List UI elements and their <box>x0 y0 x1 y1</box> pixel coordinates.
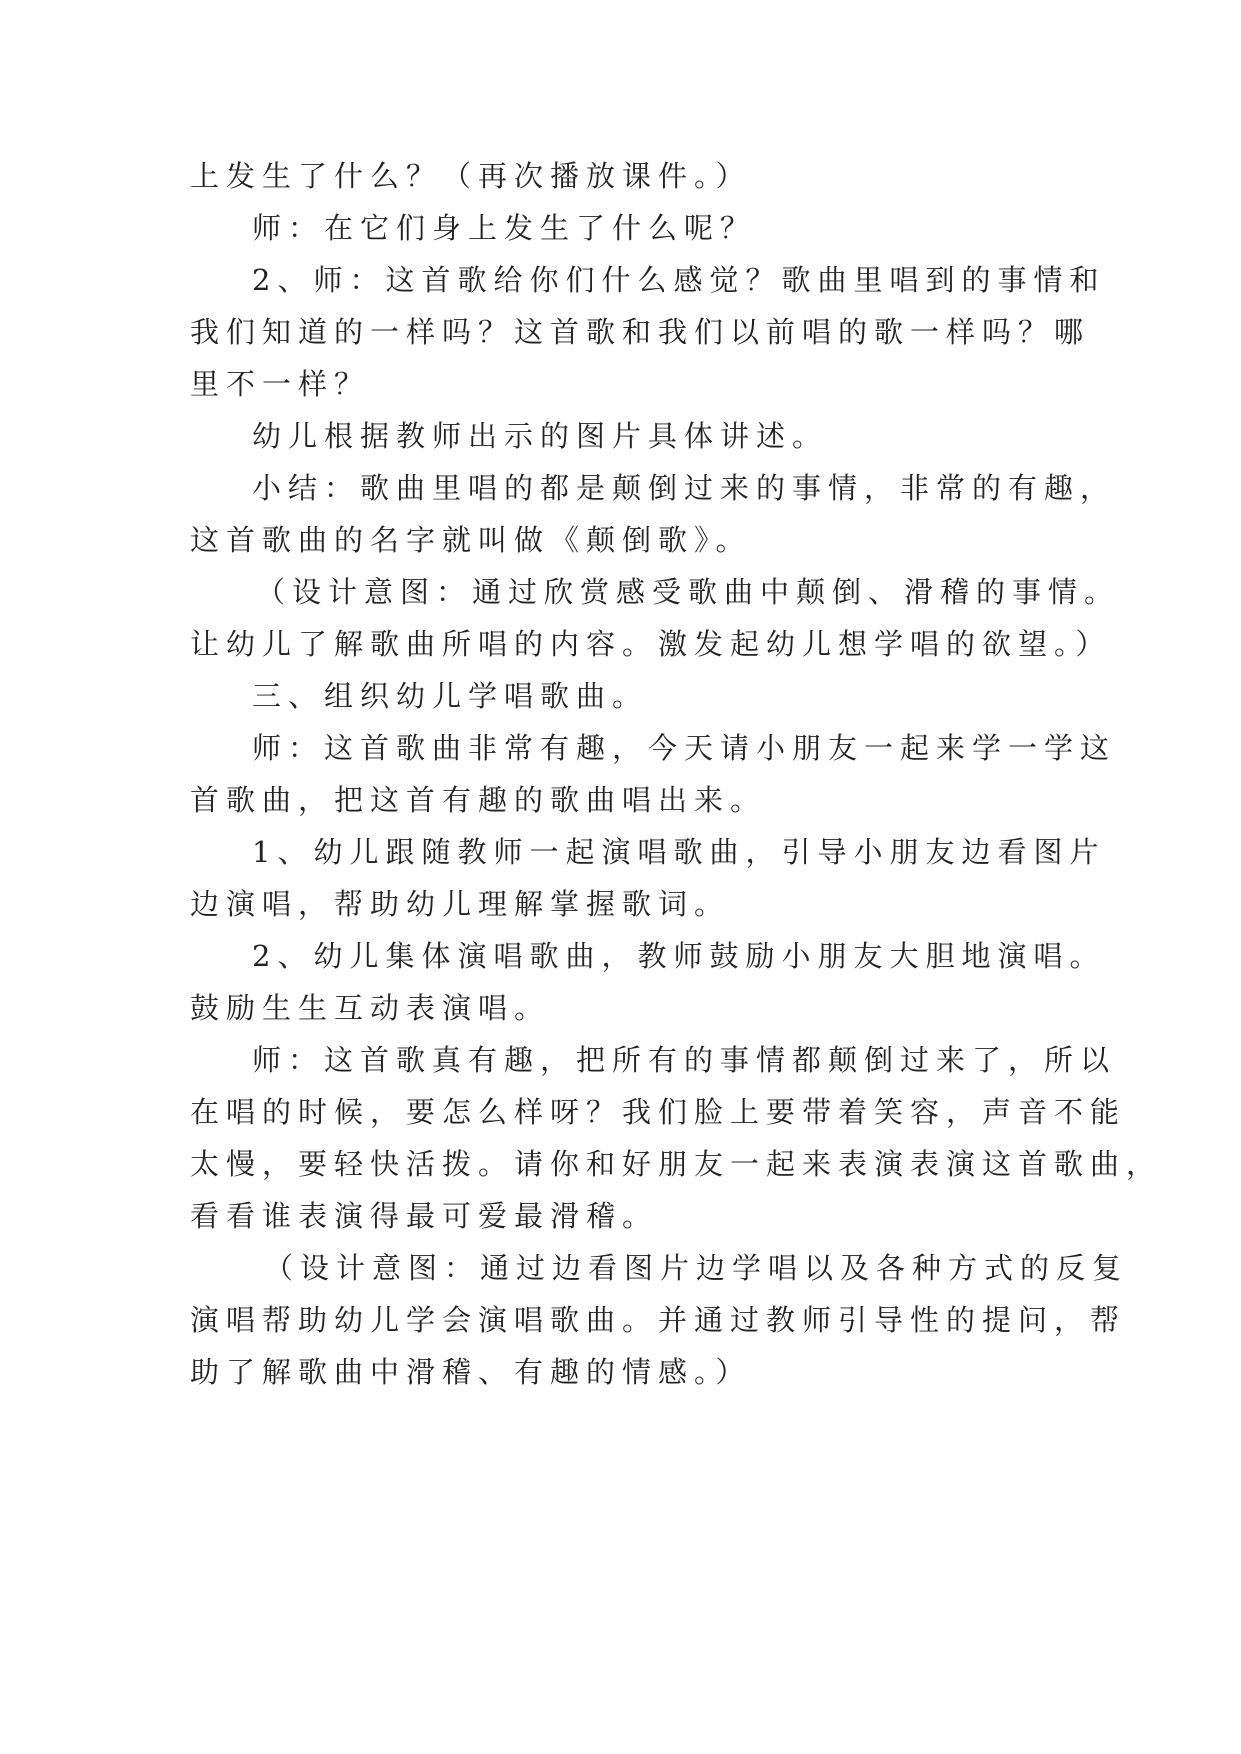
text-line-24: 助了解歌曲中滑稽、有趣的情感。） <box>190 1355 752 1389</box>
text-line-9: （设计意图：通过欣赏感受歌曲中颠倒、滑稽的事情。 <box>256 575 1121 609</box>
text-line-11: 三、组织幼儿学唱歌曲。 <box>252 679 649 713</box>
text-line-20: 太慢，要轻快活拨。请你和好朋友一起来表演表演这首歌曲， <box>190 1147 1163 1181</box>
text-line-15: 边演唱，帮助幼儿理解掌握歌词。 <box>190 887 731 921</box>
text-line-12: 师：这首歌曲非常有趣，今天请小朋友一起来学一学这 <box>252 731 1117 765</box>
text-line-16: 2、幼儿集体演唱歌曲，教师鼓励小朋友大胆地演唱。 <box>252 939 1106 973</box>
text-line-8: 这首歌曲的名字就叫做《颠倒歌》。 <box>190 523 752 557</box>
text-line-14: 1、幼儿跟随教师一起演唱歌曲，引导小朋友边看图片 <box>252 835 1106 869</box>
text-line-22: （设计意图：通过边看图片边学唱以及各种方式的反复 <box>264 1251 1129 1285</box>
text-line-23: 演唱帮助幼儿学会演唱歌曲。并通过教师引导性的提问，帮 <box>190 1303 1127 1337</box>
text-line-5: 里不一样？ <box>190 367 371 401</box>
text-line-19: 在唱的时候，要怎么样呀？我们脸上要带着笑容，声音不能 <box>190 1095 1127 1129</box>
text-line-10: 让幼儿了解歌曲所唱的内容。激发起幼儿想学唱的欲望。） <box>190 627 1112 661</box>
text-line-13: 首歌曲，把这首有趣的歌曲唱出来。 <box>190 783 767 817</box>
text-line-6: 幼儿根据教师出示的图片具体讲述。 <box>252 419 829 453</box>
text-line-21: 看看谁表演得最可爱最滑稽。 <box>190 1199 659 1233</box>
text-line-4: 我们知道的一样吗？这首歌和我们以前唱的歌一样吗？哪 <box>190 315 1091 349</box>
text-line-18: 师：这首歌真有趣，把所有的事情都颠倒过来了，所以 <box>252 1043 1117 1077</box>
text-line-7: 小结：歌曲里唱的都是颠倒过来的事情，非常的有趣， <box>252 471 1117 505</box>
text-line-1: 上发生了什么？（再次播放课件。） <box>190 159 752 193</box>
text-line-3: 2、师：这首歌给你们什么感觉？歌曲里唱到的事情和 <box>252 263 1106 297</box>
text-line-2: 师：在它们身上发生了什么呢？ <box>252 211 757 245</box>
text-line-17: 鼓励生生互动表演唱。 <box>190 991 551 1025</box>
